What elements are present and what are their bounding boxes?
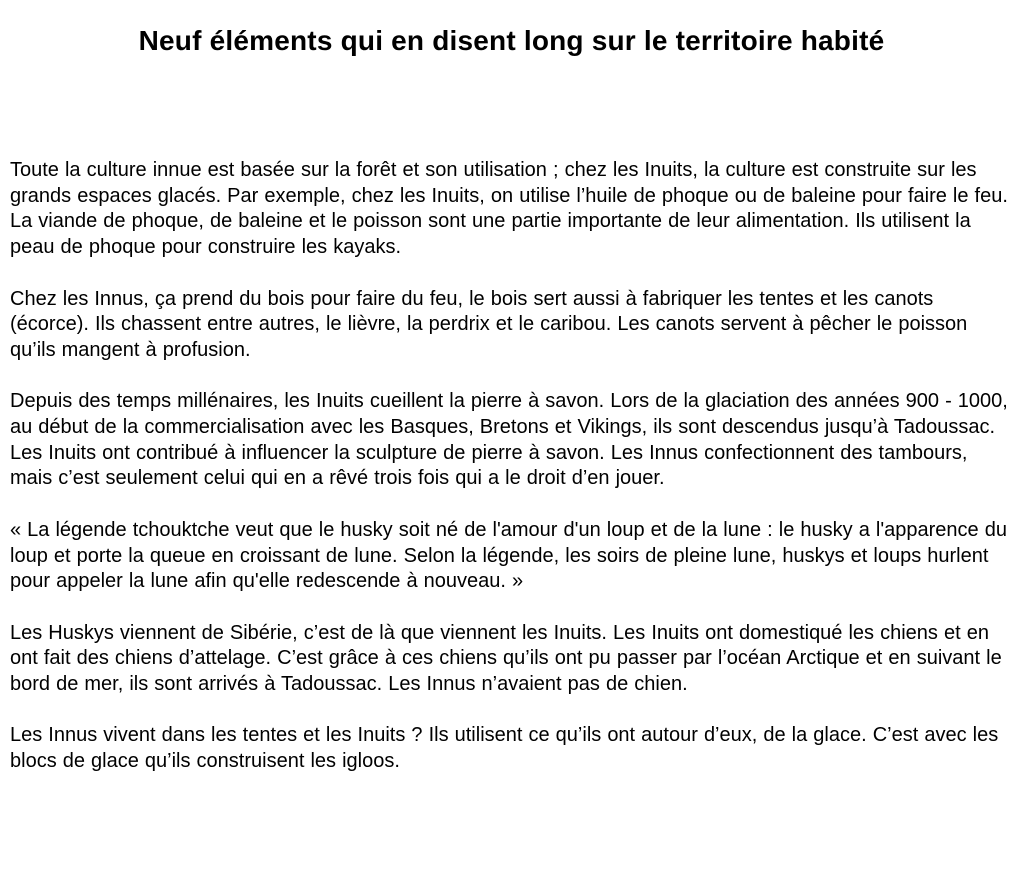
paragraph-tentes-igloos: Les Innus vivent dans les tentes et les Inuits ? Ils utilisent ce qu’ils ont autour d’eux, de la glace. C’est avec les blocs de glace qu’ils construisent les igloos. xyxy=(10,724,999,773)
paragraph-culture-innue: Toute la culture innue est basée sur la forêt et son utilisation ; chez les Inuits, la culture est construite sur les grands espaces glacés. Par exemple, chez les Inuits, on utilise l’huile de phoque ou de baleine pour faire le feu. La viande de phoque, de baleine et le poisson sont une partie importante de leur alimentation. Ils utilisent la peau de phoque pour construire les kayaks. xyxy=(10,159,1008,259)
paragraph-huskys-siberie: Les Huskys viennent de Sibérie, c’est de là que viennent les Inuits. Les Inuits ont domestiqué les chiens et en ont fait des chiens d’attelage. C’est grâce à ces chiens qu’ils ont pu passer par l’océan Arctique et en suivant le bord de mer, ils sont arrivés à Tadoussac. Les Innus n’avaient pas de chien. xyxy=(10,621,1002,695)
paragraph-innus-bois: Chez les Innus, ça prend du bois pour faire du feu, le bois sert aussi à fabriquer les tentes et les canots (écorce). Ils chassent entre autres, le lièvre, la perdrix et le caribou. Les canots servent à pêcher le poisson qu’ils mangent à profusion. xyxy=(10,287,968,361)
paragraph-legende-tchouktche: « La légende tchouktche veut que le husky soit né de l'amour d'un loup et de la lune : le husky a l'apparence du loup et porte la queue en croissant de lune. Selon la légende, les soirs de pleine lune, huskys et loups hurlent pour appeler la lune afin qu'elle redescende à nouveau. » xyxy=(10,518,1007,593)
paragraph-pierre-a-savon: Depuis des temps millénaires, les Inuits cueillent la pierre à savon. Lors de la glaciation des années 900 - 1000, au début de la commercialisation avec les Basques, Bretons et Vikings, ils sont descendus jusqu’à Tadoussac. Les Inuits ont contribué à influencer la sculpture de pierre à savon. Les Innus confectionnent des tambours, mais c’est seulement celui qui en a rêvé trois fois qui a le droit d’en jouer. xyxy=(10,390,1008,490)
document-title: Neuf éléments qui en disent long sur le territoire habité xyxy=(138,25,885,56)
